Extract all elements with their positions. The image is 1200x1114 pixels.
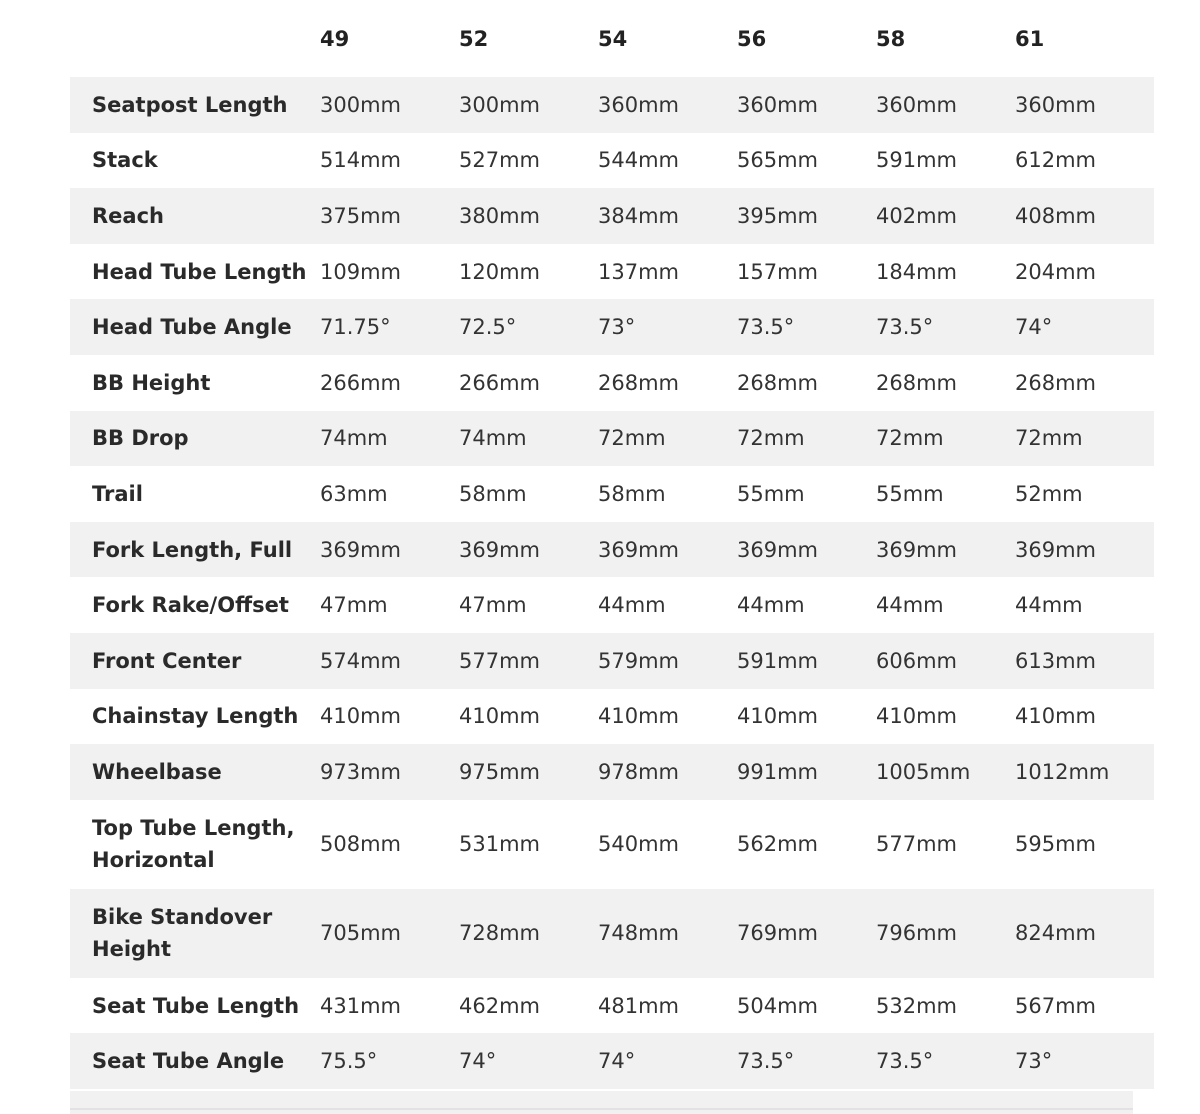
size-header: 61 [1015, 0, 1154, 77]
row-label-line: Height [92, 937, 172, 962]
table-cell: 73.5° [737, 299, 876, 355]
table-cell: 410mm [876, 689, 1015, 745]
table-cell: 431mm [320, 978, 459, 1034]
table-cell: 360mm [598, 77, 737, 133]
table-cell: 410mm [1015, 689, 1154, 745]
row-label: BB Height [70, 355, 320, 411]
table-cell: 73° [1015, 1033, 1154, 1089]
table-cell: 769mm [737, 889, 876, 978]
table-cell: 481mm [598, 978, 737, 1034]
table-cell: 748mm [598, 889, 737, 978]
table-cell: 410mm [737, 689, 876, 745]
table-cell: 47mm [320, 577, 459, 633]
row-label: BB Drop [70, 411, 320, 467]
table-cell: 266mm [459, 355, 598, 411]
row-label: Head Tube Length [70, 244, 320, 300]
table-cell: 73.5° [876, 1033, 1015, 1089]
table-cell: 268mm [737, 355, 876, 411]
table-row [70, 522, 1154, 578]
row-label [70, 800, 320, 889]
row-label: Seat Tube Length [70, 978, 320, 1034]
table-cell: 72mm [876, 411, 1015, 467]
table-cell: 268mm [1015, 355, 1154, 411]
table-cell: 574mm [320, 633, 459, 689]
table-cell: 74° [1015, 299, 1154, 355]
table-cell: 577mm [876, 800, 1015, 889]
table-row [70, 1033, 1154, 1089]
row-label: Fork Length, Full [70, 522, 320, 578]
row-label: Stack [70, 133, 320, 189]
table-cell: 72.5° [459, 299, 598, 355]
table-cell: 402mm [876, 188, 1015, 244]
table-cell: 73.5° [876, 299, 1015, 355]
table-cell: 527mm [459, 133, 598, 189]
table-cell: 73.5° [737, 1033, 876, 1089]
table-cell: 300mm [320, 77, 459, 133]
table-row [70, 411, 1154, 467]
table-row [70, 77, 1154, 133]
table-cell: 58mm [459, 466, 598, 522]
row-label-line: Top Tube Length, [92, 816, 295, 841]
table-cell: 410mm [459, 689, 598, 745]
table-cell: 579mm [598, 633, 737, 689]
table-cell: 184mm [876, 244, 1015, 300]
table-cell: 973mm [320, 744, 459, 800]
table-cell: 978mm [598, 744, 737, 800]
row-label: Reach [70, 188, 320, 244]
row-label-line: Horizontal [92, 848, 215, 873]
table-cell: 591mm [737, 633, 876, 689]
table-cell: 268mm [876, 355, 1015, 411]
table-cell: 606mm [876, 633, 1015, 689]
table-cell: 72mm [598, 411, 737, 467]
table-row [70, 978, 1154, 1034]
table-cell: 360mm [876, 77, 1015, 133]
table-row [70, 889, 1154, 978]
table-row [70, 244, 1154, 300]
row-label: Trail [70, 466, 320, 522]
table-cell: 73° [598, 299, 737, 355]
table-cell: 824mm [1015, 889, 1154, 978]
table-cell: 268mm [598, 355, 737, 411]
table-cell: 612mm [1015, 133, 1154, 189]
table-footer-rule [70, 1108, 1133, 1110]
table-cell: 591mm [876, 133, 1015, 189]
size-header: 49 [320, 0, 459, 77]
table-cell: 562mm [737, 800, 876, 889]
table-row [70, 800, 1154, 889]
table-cell: 705mm [320, 889, 459, 978]
row-label-line: Bike Standover [92, 905, 273, 930]
size-header: 56 [737, 0, 876, 77]
table-cell: 380mm [459, 188, 598, 244]
size-header: 54 [598, 0, 737, 77]
table-cell: 369mm [876, 522, 1015, 578]
table-cell: 991mm [737, 744, 876, 800]
row-label: Chainstay Length [70, 689, 320, 745]
table-cell: 369mm [598, 522, 737, 578]
table-cell: 44mm [876, 577, 1015, 633]
table-cell: 384mm [598, 188, 737, 244]
table-cell: 137mm [598, 244, 737, 300]
table-cell: 544mm [598, 133, 737, 189]
table-footer-band [70, 1091, 1133, 1114]
table-cell: 266mm [320, 355, 459, 411]
table-row [70, 355, 1154, 411]
table-cell: 369mm [737, 522, 876, 578]
row-label: Wheelbase [70, 744, 320, 800]
table-cell: 532mm [876, 978, 1015, 1034]
table-cell: 204mm [1015, 244, 1154, 300]
table-cell: 360mm [737, 77, 876, 133]
table-cell: 369mm [459, 522, 598, 578]
table-row [70, 633, 1154, 689]
table-cell: 796mm [876, 889, 1015, 978]
table-cell: 300mm [459, 77, 598, 133]
row-label [70, 889, 320, 978]
table-row [70, 133, 1154, 189]
table-cell: 52mm [1015, 466, 1154, 522]
row-label: Front Center [70, 633, 320, 689]
table-cell: 410mm [320, 689, 459, 745]
table-cell: 410mm [598, 689, 737, 745]
row-label: Fork Rake/Offset [70, 577, 320, 633]
table-cell: 728mm [459, 889, 598, 978]
corner-header-cell [70, 0, 320, 77]
table-cell: 71.75° [320, 299, 459, 355]
table-cell: 395mm [737, 188, 876, 244]
table-cell: 540mm [598, 800, 737, 889]
table-cell: 508mm [320, 800, 459, 889]
table-row [70, 689, 1154, 745]
table-cell: 44mm [737, 577, 876, 633]
table-row [70, 299, 1154, 355]
table-cell: 109mm [320, 244, 459, 300]
table-row [70, 744, 1154, 800]
table-cell: 55mm [737, 466, 876, 522]
table-cell: 408mm [1015, 188, 1154, 244]
table-cell: 462mm [459, 978, 598, 1034]
geometry-table [70, 0, 1154, 1089]
row-label: Head Tube Angle [70, 299, 320, 355]
table-cell: 72mm [737, 411, 876, 467]
table-cell: 63mm [320, 466, 459, 522]
table-cell: 369mm [1015, 522, 1154, 578]
table-cell: 1005mm [876, 744, 1015, 800]
table-cell: 565mm [737, 133, 876, 189]
table-cell: 75.5° [320, 1033, 459, 1089]
table-cell: 55mm [876, 466, 1015, 522]
table-row [70, 577, 1154, 633]
size-header-row [70, 0, 1154, 77]
table-cell: 975mm [459, 744, 598, 800]
table-cell: 360mm [1015, 77, 1154, 133]
table-cell: 157mm [737, 244, 876, 300]
table-cell: 613mm [1015, 633, 1154, 689]
table-cell: 74mm [320, 411, 459, 467]
table-cell: 58mm [598, 466, 737, 522]
table-cell: 375mm [320, 188, 459, 244]
table-cell: 74° [459, 1033, 598, 1089]
table-cell: 504mm [737, 978, 876, 1034]
table-cell: 1012mm [1015, 744, 1154, 800]
geometry-table-body [70, 77, 1154, 1089]
table-cell: 369mm [320, 522, 459, 578]
table-cell: 47mm [459, 577, 598, 633]
table-cell: 44mm [598, 577, 737, 633]
table-cell: 72mm [1015, 411, 1154, 467]
table-row [70, 188, 1154, 244]
table-cell: 531mm [459, 800, 598, 889]
row-label: Seatpost Length [70, 77, 320, 133]
table-cell: 120mm [459, 244, 598, 300]
table-cell: 74° [598, 1033, 737, 1089]
size-header: 52 [459, 0, 598, 77]
table-row [70, 466, 1154, 522]
table-cell: 577mm [459, 633, 598, 689]
table-cell: 44mm [1015, 577, 1154, 633]
table-cell: 514mm [320, 133, 459, 189]
size-header: 58 [876, 0, 1015, 77]
table-cell: 567mm [1015, 978, 1154, 1034]
row-label: Seat Tube Angle [70, 1033, 320, 1089]
table-cell: 74mm [459, 411, 598, 467]
table-cell: 595mm [1015, 800, 1154, 889]
